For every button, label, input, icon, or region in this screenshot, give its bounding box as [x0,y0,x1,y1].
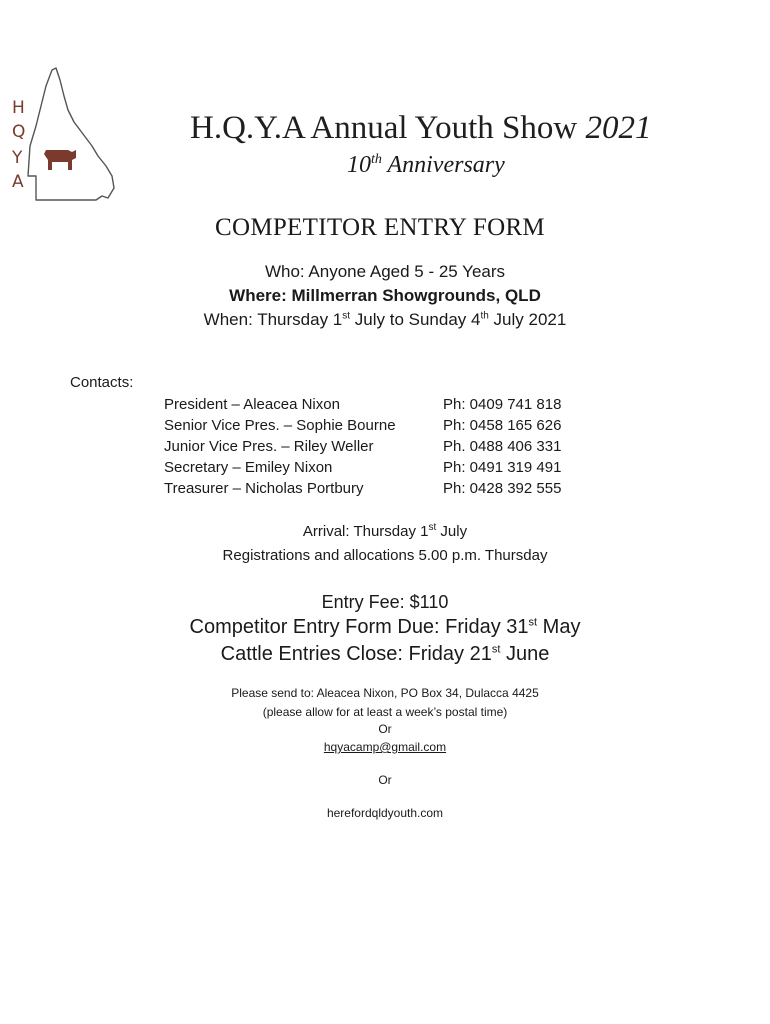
title-text: H.Q.Y.A Annual Youth Show [190,110,578,146]
subtitle-superscript: th [371,152,382,167]
or-separator: Or [378,773,392,787]
due-sup: st [528,616,538,629]
arrival-text-1: Arrival: Thursday 1 [302,523,429,540]
contact-phone: Ph: 0428 392 555 [443,480,562,497]
send-to-address: Please send to: Aleacea Nixon, PO Box 34, Dulacca 4425 [231,686,539,700]
page-subtitle [347,152,505,179]
when-text-2: July to Sunday 4 [350,310,481,329]
logo-letter-q: Q [12,122,26,142]
arrival-sup: st [428,522,437,533]
due-text-2: May [537,616,581,638]
when-sup-2: th [480,310,489,322]
subtitle-number: 10 [347,152,371,178]
cattle-sup: st [491,643,501,656]
cattle-icon [44,150,76,170]
entry-form-due [0,616,770,639]
contact-name: Secretary – Emiley Nixon [164,459,333,476]
contacts-label: Contacts: [70,374,134,391]
contact-name: Senior Vice Pres. – Sophie Bourne [164,417,396,434]
title-year: 2021 [585,110,652,146]
hqya-logo [8,66,120,206]
contact-name: President – Aleacea Nixon [164,396,340,413]
subtitle-text: Anniversary [387,152,505,178]
logo-letter-a: A [12,172,24,192]
contact-name: Junior Vice Pres. – Riley Weller [164,438,374,455]
who-line: Who: Anyone Aged 5 - 25 Years [264,262,506,281]
cattle-entries-close [0,643,770,666]
contact-phone: Ph: 0458 165 626 [443,417,562,434]
or-separator: Or [378,722,392,736]
arrival-line [0,523,770,540]
registrations-line: Registrations and allocations 5.00 p.m. Thursday [222,547,548,564]
website-text: herefordqldyouth.com [326,806,444,820]
contact-phone: Ph: 0409 741 818 [443,396,562,413]
when-line [0,310,770,330]
logo-letter-y: Y [12,148,23,168]
contact-name: Treasurer – Nicholas Portbury [164,480,364,497]
logo-letter-h: H [12,98,25,118]
when-sup-1: st [342,310,351,322]
form-title: COMPETITOR ENTRY FORM [215,214,545,241]
cattle-text-1: Cattle Entries Close: Friday 21 [220,643,492,665]
due-text-1: Competitor Entry Form Due: Friday 31 [189,616,529,638]
when-text-3: July 2021 [488,310,567,329]
entry-fee: Entry Fee: $110 [321,592,449,612]
contact-phone: Ph. 0488 406 331 [443,438,562,455]
email-line [0,740,770,754]
postal-time-note: (please allow for at least a week’s postal time) [262,705,508,719]
when-text-1: When: Thursday 1 [203,310,343,329]
page-title [190,110,651,147]
contact-phone: Ph: 0491 319 491 [443,459,562,476]
arrival-text-2: July [436,523,468,540]
email-link[interactable]: hqyacamp@gmail.com [323,740,447,754]
cattle-text-2: June [500,643,550,665]
where-line: Where: Millmerran Showgrounds, QLD [229,286,541,305]
